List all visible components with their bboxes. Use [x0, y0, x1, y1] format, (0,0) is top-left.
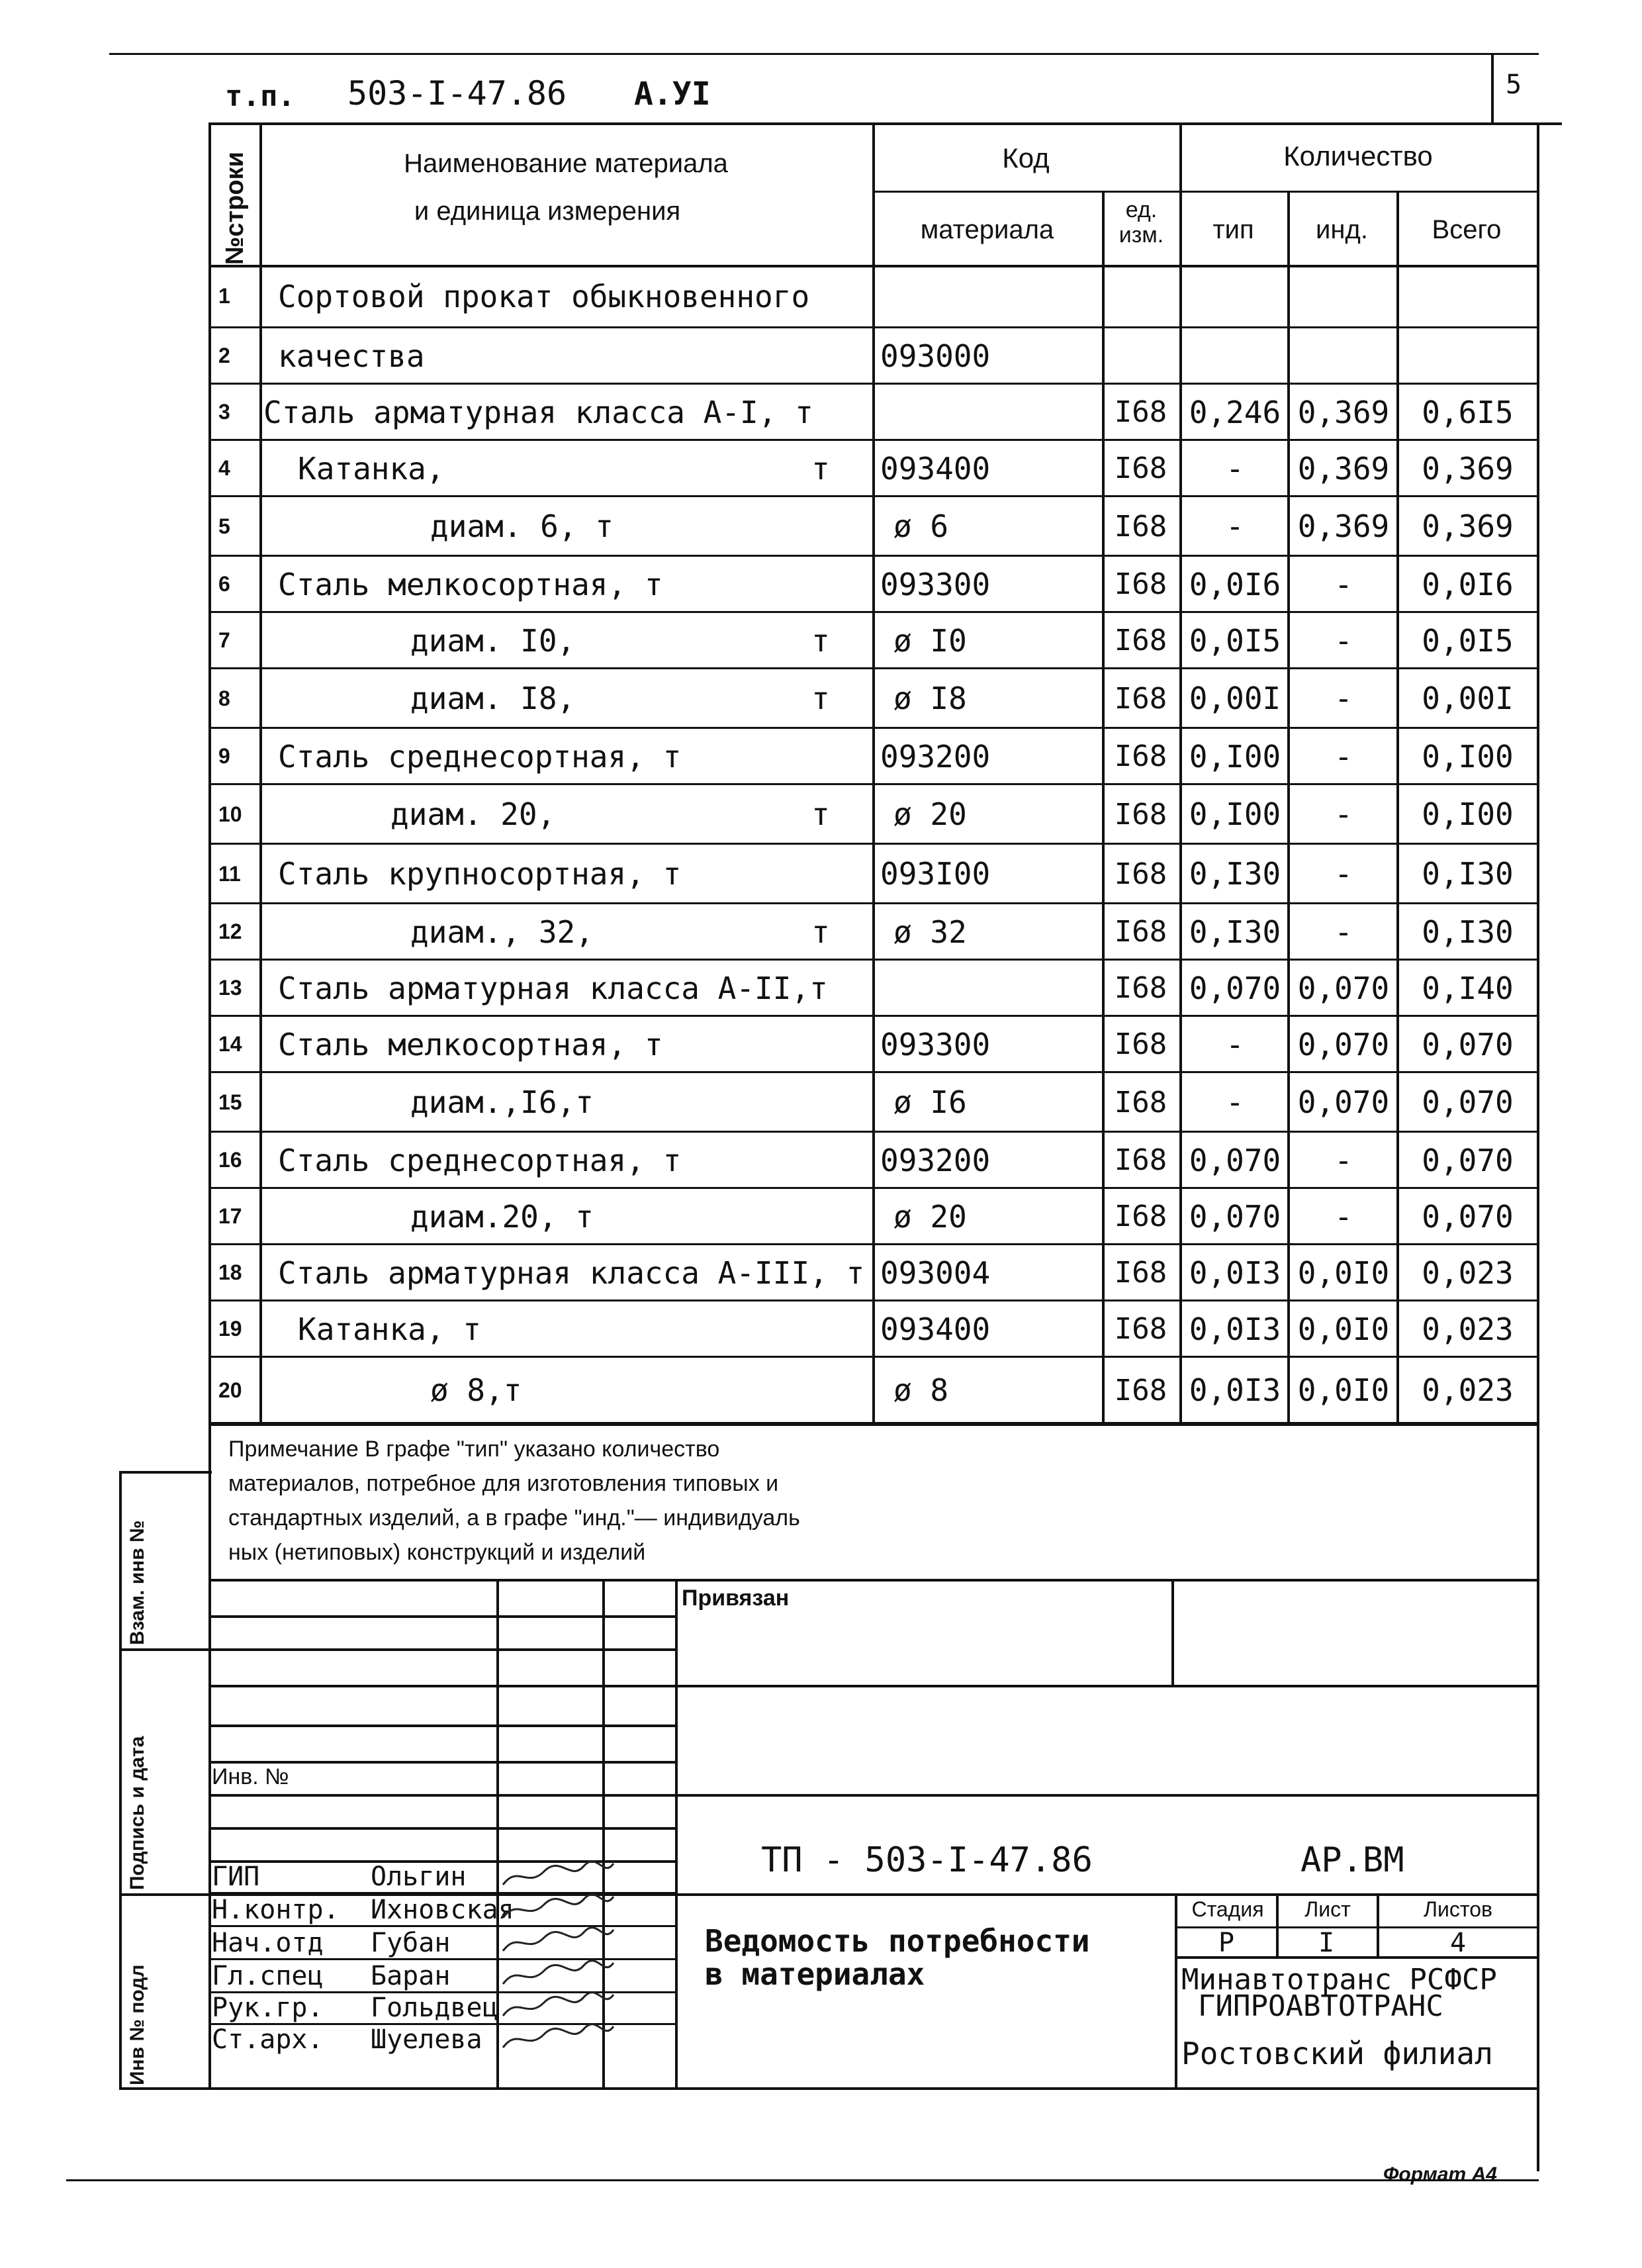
row-total: 0,0I5 [1422, 622, 1514, 659]
row-name: диам.,I6,т [410, 1084, 594, 1120]
header-prefix: т.п. [225, 79, 295, 113]
row-code: ø 20 [893, 1198, 967, 1235]
row-name: качества [278, 338, 425, 374]
row-code: 093000 [880, 338, 991, 374]
row-ind: 0,369 [1297, 508, 1390, 544]
row-name: Сортовой прокат обыкновенного [278, 278, 810, 314]
side-vzam: Взам. инв № [126, 1520, 148, 1645]
row-code: 093400 [880, 1311, 991, 1347]
row-number: 5 [218, 514, 230, 538]
row-ind: - [1334, 681, 1353, 716]
row-number: 1 [218, 284, 230, 308]
row-unit: I68 [1114, 1256, 1167, 1290]
col-qty-total: Всего [1432, 215, 1502, 244]
row-code: ø 6 [893, 508, 949, 544]
row-total: 0,I00 [1422, 796, 1514, 832]
row-number: 13 [218, 976, 242, 1000]
row-type: 0,I30 [1189, 856, 1281, 892]
row-total: 0,023 [1422, 1254, 1514, 1291]
row-code: 093I00 [880, 856, 991, 892]
row-type: - [1226, 450, 1244, 487]
row-type: 0,246 [1189, 394, 1281, 430]
note-line-3: стандартных изделий, а в графе "инд."— индивидуаль [228, 1505, 800, 1531]
col-name-1: Наименование материала [404, 149, 728, 178]
row-code: ø I6 [893, 1084, 967, 1120]
stage-value: Р [1218, 1928, 1235, 1958]
row-type: 0,070 [1189, 970, 1281, 1006]
row-name-unit: т [811, 914, 830, 950]
row-total: 0,369 [1422, 450, 1514, 487]
row-unit: I68 [1114, 681, 1167, 716]
row-code: ø 20 [893, 796, 967, 832]
role-title: ГИП [212, 1862, 260, 1892]
row-number: 6 [218, 572, 230, 596]
sheets-label: Листов [1424, 1897, 1492, 1921]
row-total: 0,023 [1422, 1372, 1514, 1408]
row-code: ø 32 [893, 914, 967, 950]
row-unit: I68 [1114, 915, 1167, 949]
row-unit: I68 [1114, 624, 1167, 657]
row-type [1183, 265, 1287, 328]
row-name: ø 8,т [430, 1372, 522, 1408]
role-title: Гл.спец [212, 1961, 324, 1991]
row-code: 093004 [880, 1254, 991, 1291]
row-unit [1102, 328, 1179, 384]
row-unit: I68 [1114, 971, 1167, 1005]
header-album: А.УI [634, 75, 711, 113]
row-number: 19 [218, 1317, 242, 1341]
row-total: 0,070 [1422, 1084, 1514, 1120]
row-code: ø 8 [893, 1372, 949, 1408]
row-type: 0,0I3 [1189, 1372, 1281, 1408]
row-name: диам., 32, [410, 914, 594, 950]
row-code [880, 960, 1092, 1016]
row-total: 0,023 [1422, 1311, 1514, 1347]
row-type: 0,070 [1189, 1142, 1281, 1178]
row-ind [1291, 265, 1396, 328]
stage-label: Стадия [1191, 1897, 1264, 1921]
row-number: 10 [218, 802, 242, 826]
doc-title-2: в материалах [705, 1956, 925, 1992]
row-number: 11 [218, 861, 241, 886]
row-number: 17 [218, 1204, 242, 1228]
row-ind: 0,0I0 [1297, 1311, 1390, 1347]
role-title: Рук.гр. [212, 1993, 324, 2023]
row-number: 8 [218, 686, 230, 710]
row-total: 0,070 [1422, 1198, 1514, 1235]
row-name-unit: т [811, 681, 830, 716]
row-unit: I68 [1114, 451, 1167, 485]
role-name: Ольгин [371, 1862, 467, 1892]
side-podpis: Подпись и дата [126, 1736, 148, 1890]
sheet-number: 5 [1506, 70, 1522, 100]
row-type: 0,I00 [1189, 738, 1281, 775]
row-number: 4 [218, 456, 230, 480]
row-unit: I68 [1114, 1200, 1167, 1233]
row-unit: I68 [1114, 1312, 1167, 1346]
row-name: диам. 20, [390, 796, 556, 832]
row-name: диам. I8, [410, 681, 576, 716]
row-ind: - [1334, 796, 1353, 832]
row-name: Сталь арматурная класса А-II,т [278, 970, 828, 1006]
row-unit: I68 [1114, 797, 1167, 831]
row-type: - [1226, 508, 1244, 544]
sheet-value: I [1318, 1928, 1335, 1958]
col-qty-type: тип [1212, 215, 1254, 244]
col-code: Код [1002, 142, 1050, 173]
row-ind: - [1334, 566, 1353, 602]
stamp-designation: ТП - 503-I-47.86 [761, 1840, 1093, 1880]
row-total: 0,070 [1422, 1026, 1514, 1063]
row-total: 0,0I6 [1422, 566, 1514, 602]
row-number: 16 [218, 1148, 242, 1172]
row-number: 9 [218, 744, 230, 768]
row-unit: I68 [1114, 1085, 1167, 1119]
row-type: 0,I30 [1189, 914, 1281, 950]
note-line-2: материалов, потребное для изготовления типовых и [228, 1471, 779, 1496]
row-ind: - [1334, 622, 1353, 659]
row-number: 18 [218, 1260, 242, 1284]
row-unit: I68 [1114, 739, 1167, 773]
row-code: 093200 [880, 738, 991, 775]
col-quantity: Количество [1283, 140, 1433, 171]
row-number: 15 [218, 1090, 242, 1114]
row-name: Сталь мелкосортная, т [278, 1026, 663, 1063]
row-code: ø I0 [893, 622, 967, 659]
row-total: 0,00I [1422, 681, 1514, 716]
col-name-2: и единица измерения [414, 197, 681, 226]
row-total: 0,I30 [1422, 856, 1514, 892]
row-name: Сталь среднесортная, т [278, 1142, 682, 1178]
row-code: ø I8 [893, 681, 967, 716]
row-ind: 0,0I0 [1297, 1372, 1390, 1408]
row-name: Катанка, [298, 450, 445, 487]
row-type: 0,0I3 [1189, 1254, 1281, 1291]
row-code: 093300 [880, 1026, 991, 1063]
row-ind: - [1334, 1198, 1353, 1235]
stamp-mark: АР.ВМ [1300, 1840, 1404, 1880]
row-type: 0,0I5 [1189, 622, 1281, 659]
role-title: Ст.арх. [212, 2024, 324, 2055]
row-unit: I68 [1114, 567, 1167, 601]
note-line-1: Примечание В графе "тип" указано количество [228, 1437, 720, 1462]
row-unit: I68 [1114, 1373, 1167, 1407]
row-ind: - [1334, 914, 1353, 950]
row-name: диам. I0, [410, 622, 576, 659]
row-code [880, 265, 1092, 328]
role-name: Ихновская [371, 1895, 514, 1925]
col-code-unit: ед. изм. [1118, 197, 1164, 248]
row-name: Катанка, т [298, 1311, 481, 1347]
signature-icon [498, 1891, 617, 1928]
signature-icon [498, 1924, 617, 1961]
row-code: 093300 [880, 566, 991, 602]
signature-icon [498, 1989, 617, 2026]
org-line-1: Минавтотранс РСФСР [1181, 1963, 1497, 1997]
role-name: Шуелева [371, 2024, 482, 2055]
row-unit: I68 [1114, 1143, 1167, 1177]
role-name: Гольдвец [371, 1993, 498, 2023]
row-ind: - [1334, 856, 1353, 892]
row-ind: - [1334, 738, 1353, 775]
row-type: 0,0I6 [1189, 566, 1281, 602]
row-type: - [1226, 1084, 1244, 1120]
col-qty-ind: инд. [1316, 215, 1368, 244]
row-number: 3 [218, 400, 230, 424]
org-line-3: Ростовский филиал [1181, 2036, 1493, 2071]
row-name: диам.20, т [410, 1198, 594, 1235]
inv-no-label: Инв. № [212, 1764, 289, 1789]
row-ind [1291, 328, 1396, 384]
row-name: Сталь мелкосортная, т [278, 566, 663, 602]
row-ind: 0,369 [1297, 450, 1390, 487]
signature-icon [498, 2021, 617, 2057]
row-total: 0,369 [1422, 508, 1514, 544]
note-line-4: ных (нетиповых) конструкций и изделий [228, 1540, 646, 1565]
row-name: Сталь арматурная класса А-III, т [278, 1254, 865, 1291]
sheets-value: 4 [1449, 1928, 1467, 1958]
role-name: Баран [371, 1961, 451, 1991]
row-name: Сталь арматурная класса А-I, т [263, 394, 813, 430]
row-ind: 0,070 [1297, 970, 1390, 1006]
row-total: 0,I40 [1422, 970, 1514, 1006]
row-code: 093400 [880, 450, 991, 487]
row-name: диам. 6, т [430, 508, 614, 544]
row-total: 0,I00 [1422, 738, 1514, 775]
row-total [1400, 328, 1535, 384]
row-name-unit: т [811, 796, 830, 832]
row-ind: 0,0I0 [1297, 1254, 1390, 1291]
row-type: 0,070 [1189, 1198, 1281, 1235]
row-type: 0,00I [1189, 681, 1281, 716]
row-number: 7 [218, 628, 230, 652]
row-name: Сталь крупносортная, т [278, 856, 682, 892]
row-type: 0,0I3 [1189, 1311, 1281, 1347]
row-unit [1102, 265, 1179, 328]
row-unit: I68 [1114, 1027, 1167, 1061]
signature-icon [498, 1958, 617, 1994]
row-code: 093200 [880, 1142, 991, 1178]
row-name-unit: т [811, 622, 830, 659]
role-name: Губан [371, 1928, 451, 1958]
row-number: 2 [218, 344, 230, 367]
role-title: Нач.отд [212, 1928, 324, 1958]
row-number: 14 [218, 1032, 242, 1056]
doc-title-1: Ведомость потребности [705, 1923, 1090, 1959]
row-number: 20 [218, 1378, 242, 1402]
row-type [1183, 328, 1287, 384]
side-inv-podl: Инв № подл [126, 1964, 148, 2085]
col-row-no: №строки [221, 152, 249, 265]
row-ind: 0,369 [1297, 394, 1390, 430]
org-line-2: ГИПРОАВТОТРАНС [1198, 1989, 1443, 2023]
row-unit: I68 [1114, 857, 1167, 891]
row-ind: 0,070 [1297, 1026, 1390, 1063]
col-code-material: материала [920, 215, 1054, 244]
header-number: 503-I-47.86 [347, 74, 567, 113]
format-label: Формат А4 [1383, 2163, 1497, 2185]
row-total: 0,I30 [1422, 914, 1514, 950]
row-name-unit: т [811, 450, 830, 487]
row-total: 0,070 [1422, 1142, 1514, 1178]
row-unit: I68 [1114, 395, 1167, 429]
privyazan-label: Привязан [682, 1585, 790, 1611]
row-code [880, 384, 1092, 440]
row-total [1400, 265, 1535, 328]
row-ind: - [1334, 1142, 1353, 1178]
row-ind: 0,070 [1297, 1084, 1390, 1120]
row-total: 0,6I5 [1422, 394, 1514, 430]
row-name: Сталь среднесортная, т [278, 738, 682, 775]
sheet-label: Лист [1304, 1897, 1351, 1921]
row-number: 12 [218, 920, 242, 943]
role-title: Н.контр. [212, 1895, 340, 1925]
row-type: 0,I00 [1189, 796, 1281, 832]
row-unit: I68 [1114, 509, 1167, 543]
signature-icon [498, 1858, 617, 1895]
row-type: - [1226, 1026, 1244, 1063]
